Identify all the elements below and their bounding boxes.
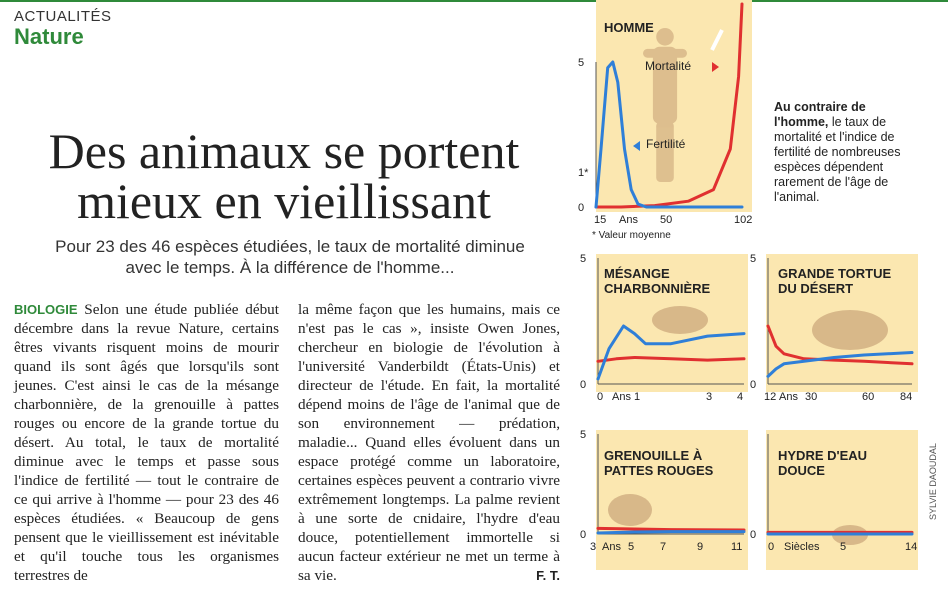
chart-title-homme: HOMME (604, 20, 654, 35)
arrow-fertilite (633, 141, 640, 151)
chart-title-mesange: MÉSANGE CHARBONNIÈRE (604, 266, 711, 296)
human-silhouette (643, 28, 687, 182)
body-text-1: Selon une étude publiée début décembre dans la revue Nature, certains êtres vivants risquent moins de mourir quand ils sont âgés que lorsqu'ils sont jeunes. C'est ainsi le cas de la mésange charbonnière, de la grenouille à pattes rouges ou encore de la grande tortue du désert. Au total, le taux de mortalité diminue avec le temps et passe sous l'indice de fertilité — tout le contraire de ce qui arrive à l'homme — pour 23 des 46 espèces étudiées. « Beaucoup de gens pensent que le vieillissement est inévitable et qu'il touche tous les organismes terrestres de (14, 301, 279, 584)
x-tick-label: 50 (660, 214, 673, 226)
x-tick-label: 14 (905, 541, 918, 553)
bird-silhouette (652, 306, 708, 334)
series-line-mortality (598, 528, 744, 530)
chart-title-tortue: GRANDE TORTUE DU DÉSERT (778, 266, 892, 296)
axis-break (712, 30, 722, 50)
x-tick-label: Ans (619, 214, 638, 226)
body-text-2: la même façon que les humains, mais ce n'est pas le cas », insiste Owen Jones, chercheur en biologie de l'évolution à l'université Vanderbildt (États-Unis) et directeur de l'étude. En fait, la mortalité dépend moins de l'âge de l'animal que de son environnement — prédation, maladie... Quand elles évoluent dans un espace protégé comme un laboratoire, certaines espèces peuvent a contrario vivre extrêmement longtemps. La palme revient à une sorte de cnidaire, l'hydre d'eau douce, potentiellement immortelle si aucun facteur extérieur ne met un terme à sa vie. (298, 301, 560, 584)
x-tick-label: 3 (590, 541, 597, 553)
x-tick-label: 9 (697, 541, 704, 553)
y-tick-label: 0 (578, 202, 585, 214)
x-tick-label: 1 (634, 391, 641, 403)
chart-title-hydre: HYDRE D'EAU DOUCE (778, 448, 868, 478)
caption-text: le taux de mortalité et l'indice de fertilité de nombreuses espèces dépendent rarement de l'âge de l'animal. (774, 115, 901, 204)
y-tick-label: 5 (578, 57, 585, 69)
deck: Pour 23 des 46 espèces étudiées, le taux de mortalité diminue avec le temps. À la différence de l'homme... (55, 237, 525, 277)
headline: Des animaux se portent mieux en vieillissant (48, 123, 520, 229)
x-tick-label: 5 (840, 541, 847, 553)
x-tick-label: 0 (768, 541, 775, 553)
y-tick-label: 5 (580, 429, 587, 441)
x-tick-label: Ans (602, 541, 621, 553)
y-tick-label: 0 (750, 529, 757, 541)
frog-silhouette (608, 494, 652, 526)
photo-credit: SYLVIE DAOUDAL (928, 443, 938, 520)
series-line-fertility (598, 532, 744, 533)
x-tick-label: 11 (731, 541, 743, 553)
note-valeur-moyenne: * Valeur moyenne (592, 230, 671, 241)
x-tick-label: 102 (734, 214, 753, 226)
x-tick-label: Ans (612, 391, 631, 403)
caption-bold: Au contraire de l'homme, (774, 100, 866, 129)
x-tick-label: 3 (706, 391, 713, 403)
y-tick-label: 5 (580, 253, 587, 265)
x-tick-label: 84 (900, 391, 913, 403)
kicker: BIOLOGIE (14, 302, 78, 317)
y-tick-label: 0 (750, 379, 757, 391)
x-tick-label: 4 (737, 391, 744, 403)
x-tick-label: 0 (597, 391, 604, 403)
rubric: ACTUALITÉS (14, 8, 112, 25)
signature: F. T. (536, 568, 560, 583)
series-line-mortality (598, 358, 744, 362)
chart-title-grenouille: GRENOUILLE À PATTES ROUGES (604, 448, 714, 478)
y-tick-label: 0 (580, 379, 587, 391)
tortoise-silhouette (812, 310, 888, 350)
y-tick-label: 5 (750, 253, 757, 265)
x-tick-label: Ans (779, 391, 798, 403)
x-tick-label: 30 (805, 391, 818, 403)
y-tick-label: 0 (580, 529, 587, 541)
x-tick-label: 15 (594, 214, 607, 226)
x-tick-label: 12 (764, 391, 777, 403)
label-mortalite: Mortalité (645, 59, 692, 73)
arrow-mortalite (712, 62, 719, 72)
x-tick-label: 5 (628, 541, 635, 553)
section-title: Nature (14, 24, 84, 49)
y-tick-label: 1* (578, 167, 589, 179)
x-tick-label: 60 (862, 391, 875, 403)
x-tick-label: 7 (660, 541, 667, 553)
x-tick-label: Siècles (784, 541, 820, 553)
series-line-fertility (598, 326, 744, 379)
label-fertilite: Fertilité (646, 137, 686, 151)
